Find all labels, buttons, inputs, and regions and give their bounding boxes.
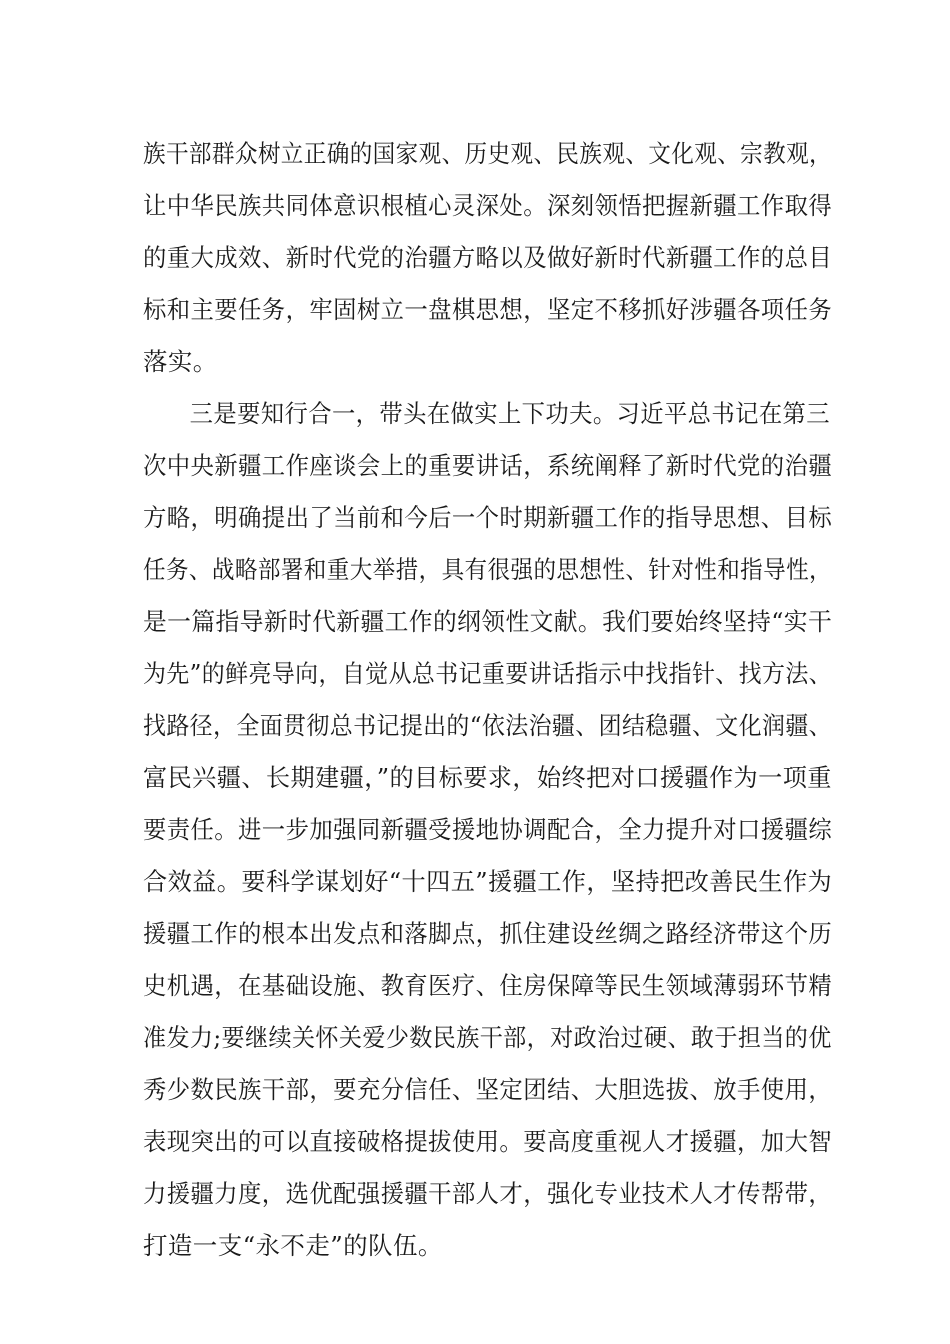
paragraph-2: [143, 388, 833, 1272]
text-line: 准发力;要继续关怀关爱少数民族干部，对政治过硬、敢于担当的优: [143, 1023, 832, 1052]
text-line: 标和主要任务，牢固树立一盘棋思想，坚定不移抓好涉疆各项任务: [143, 295, 833, 324]
text-line: 找路径，全面贯彻总书记提出的“依法治疆、团结稳疆、文化润疆、: [143, 711, 833, 740]
text-line: 三是要知行合一，带头在做实上下功夫。习近平总书记在第三: [189, 399, 830, 428]
text-line: 为先”的鲜亮导向，自觉从总书记重要讲话指示中找指针、找方法、: [143, 659, 833, 688]
text-line: 合效益。要科学谋划好“十四五”援疆工作，坚持把改善民生作为: [143, 867, 833, 896]
text-line: 族干部群众树立正确的国家观、历史观、民族观、文化观、宗教观，: [143, 139, 833, 168]
text-line: 富民兴疆、长期建疆，”的目标要求，始终把对口援疆作为一项重: [143, 763, 832, 792]
text-line: 的重大成效、新时代党的治疆方略以及做好新时代新疆工作的总目: [143, 243, 833, 272]
text-line: 表现突出的可以直接破格提拔使用。要高度重视人才援疆，加大智: [143, 1127, 833, 1156]
text-line: 方略，明确提出了当前和今后一个时期新疆工作的指导思想、目标: [143, 503, 833, 532]
text-line: 秀少数民族干部，要充分信任、坚定团结、大胆选拔、放手使用，: [143, 1075, 833, 1104]
text-line: 力援疆力度，选优配强援疆干部人才，强化专业技术人才传帮带，: [143, 1179, 833, 1208]
text-line: 要责任。进一步加强同新疆受援地协调配合，全力提升对口援疆综: [143, 815, 833, 844]
document-body: [143, 128, 833, 1272]
paragraph-1: [143, 128, 833, 388]
text-line: 次中央新疆工作座谈会上的重要讲话，系统阐释了新时代党的治疆: [143, 451, 833, 480]
text-line: 让中华民族共同体意识根植心灵深处。深刻领悟把握新疆工作取得: [143, 191, 833, 220]
text-line: 是一篇指导新时代新疆工作的纲领性文献。我们要始终坚持“实干: [143, 607, 833, 636]
text-line: 打造一支“永不走”的队伍。: [143, 1231, 443, 1260]
text-line: 任务、战略部署和重大举措，具有很强的思想性、针对性和指导性，: [143, 555, 833, 584]
text-line: 援疆工作的根本出发点和落脚点，抓住建设丝绸之路经济带这个历: [143, 919, 833, 948]
text-line: 落实。: [143, 347, 218, 376]
text-line: 史机遇，在基础设施、教育医疗、住房保障等民生领域薄弱环节精: [143, 971, 833, 1000]
